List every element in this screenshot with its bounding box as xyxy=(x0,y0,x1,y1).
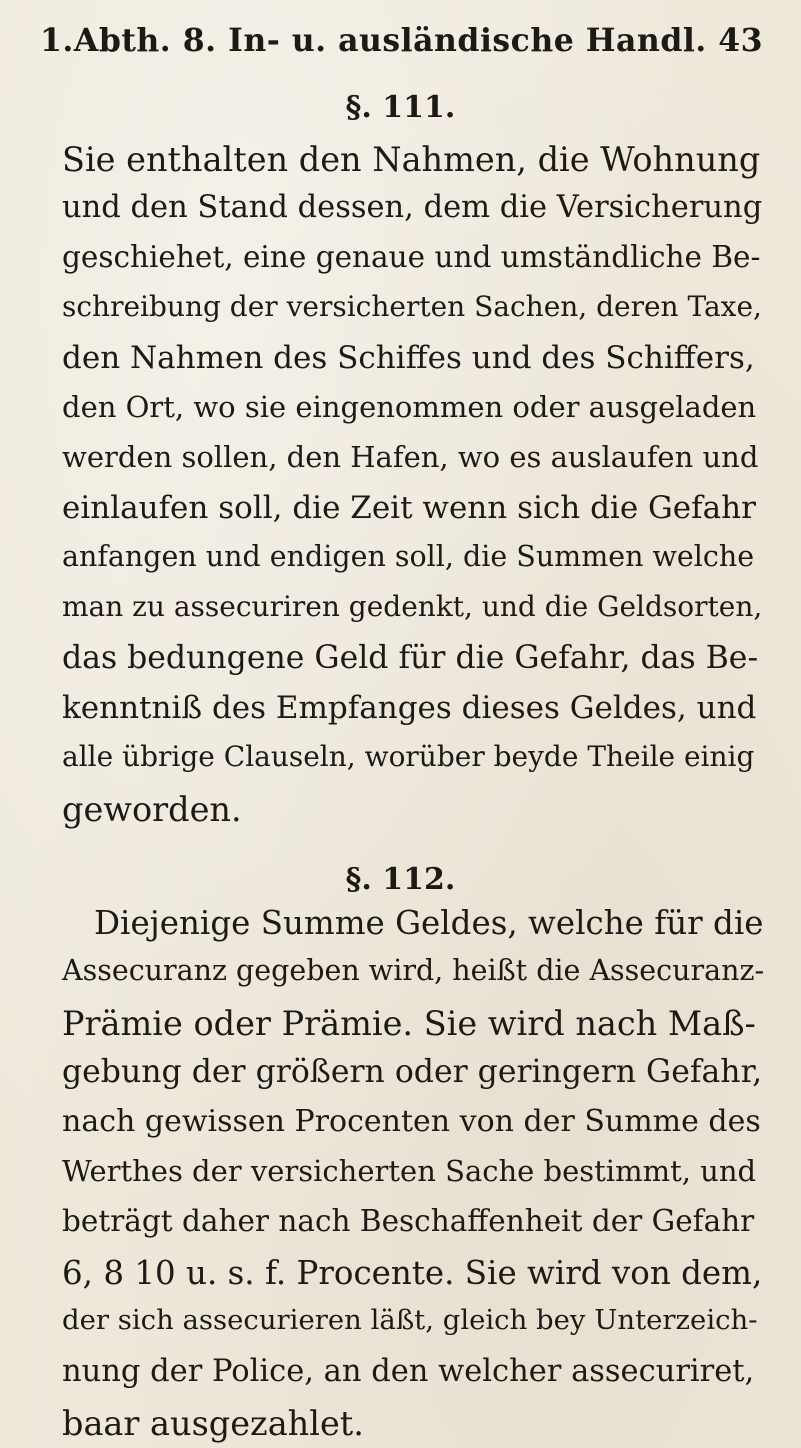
running-header xyxy=(40,22,763,59)
text-line: den Nahmen des Schiffes und des Schiffers, xyxy=(62,340,755,376)
text-line: Werthes der versicherten Sache bestimmt, und xyxy=(62,1154,757,1188)
text-line: werden sollen, den Hafen, wo es auslaufen und xyxy=(62,440,759,474)
text-line: Prämie oder Prämie. Sie wird nach Maß- xyxy=(62,1004,756,1043)
text-line: nung der Police, an den welcher assecuriret, xyxy=(62,1354,755,1389)
text-line: Assecuranz gegeben wird, heißt die Assecuranz- xyxy=(62,954,765,987)
section-heading-112: §. 112. xyxy=(345,862,456,897)
text-line: alle übrige Clauseln, worüber beyde Theile einig xyxy=(62,740,755,773)
text-line: Diejenige Summe Geldes, welche für die xyxy=(94,904,764,942)
text-line: nach gewissen Procenten von der Summe des xyxy=(62,1104,761,1139)
text-line: man zu assecuriren gedenkt, und die Geldsorten, xyxy=(62,590,763,623)
running-title: 1.Abth. 8. In- u. ausländische Handl. xyxy=(40,22,707,59)
text-line: das bedungene Geld für die Gefahr, das Be- xyxy=(62,640,759,676)
text-line: und den Stand dessen, dem die Versicherung xyxy=(62,190,763,225)
text-line: 6, 8 10 u. s. f. Procente. Sie wird von dem, xyxy=(62,1254,763,1292)
page-number: 43 xyxy=(718,22,764,59)
text-line: geworden. xyxy=(62,790,242,829)
text-line: der sich assecurieren läßt, gleich bey Unterzeich- xyxy=(62,1304,758,1336)
text-line: beträgt daher nach Beschaffenheit der Gefahr xyxy=(62,1204,755,1238)
text-line: den Ort, wo sie eingenommen oder ausgeladen xyxy=(62,390,757,424)
text-line: schreibung der versicherten Sachen, deren Taxe, xyxy=(62,290,762,323)
section-heading-111: §. 111. xyxy=(345,90,456,125)
text-line: Sie enthalten den Nahmen, die Wohnung xyxy=(62,140,761,179)
text-line: baar ausgezahlet. xyxy=(62,1404,364,1443)
text-line: geschiehet, eine genaue und umständliche Be- xyxy=(62,240,761,274)
text-line: kenntniß des Empfanges dieses Geldes, und xyxy=(62,690,757,726)
text-line: einlaufen soll, die Zeit wenn sich die Gefahr xyxy=(62,490,756,526)
text-line: gebung der größern oder geringern Gefahr, xyxy=(62,1054,763,1090)
text-line: anfangen und endigen soll, die Summen welche xyxy=(62,540,755,573)
